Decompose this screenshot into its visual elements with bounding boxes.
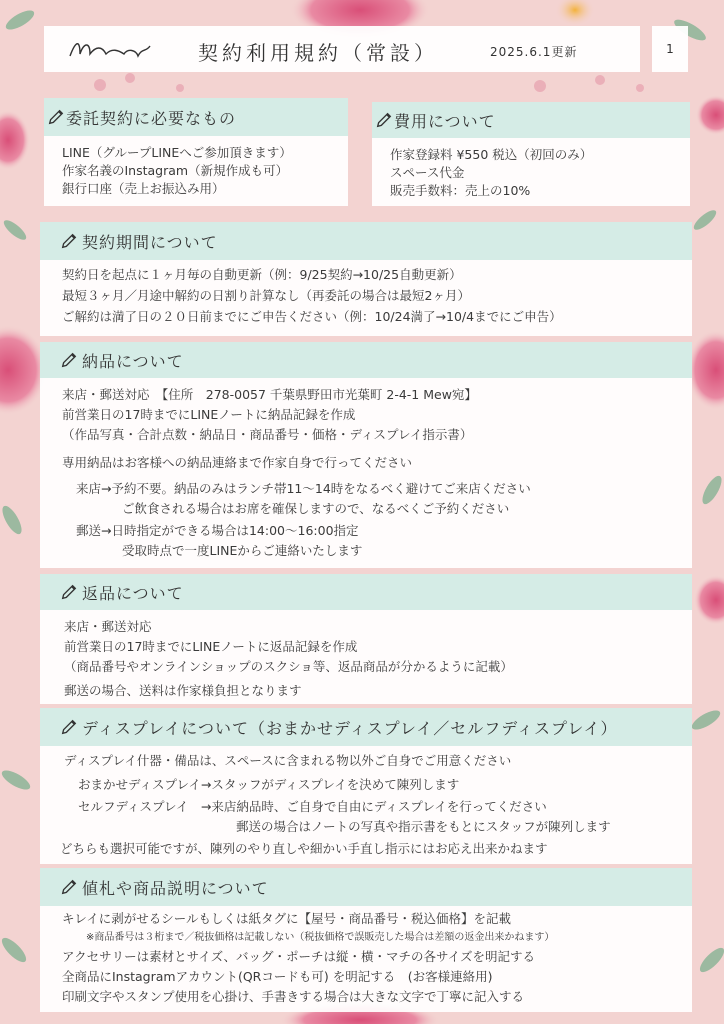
update-date: 2025.6.1更新 [490,45,578,59]
page-title: 契約利用規約（常設） [198,41,438,65]
section-delivery [40,342,692,568]
text-line: 郵送の場合、送料は作家様負担となります [64,683,302,698]
section-header [372,102,690,138]
text-line: 作家登録料 ¥550 税込（初回のみ） [390,147,593,162]
section-returns [40,574,692,704]
text-line: 郵送の場合はノートの写真や指示書をもとにスタッフが陳列します [236,819,611,834]
section-header [40,708,692,746]
text-line: 販売手数料：売上の10% [390,183,531,198]
text-line: 受取時点で一度LINEからご連絡いたします [122,543,363,558]
text-line: 最短３ヶ月／月途中解約の日割り計算なし（再委託の場合は最短2ヶ月） [62,288,470,303]
text-line: 全商品にInstagramアカウント(QRコードも可) を明記する (お客様連絡用) [62,969,493,984]
text-line: ディスプレイ什器・備品は、スペースに含まれる物以外ご自身でご用意ください [64,753,512,768]
section-title: 契約期間について [82,232,218,252]
text-line: 印刷文字やスタンプ使用を心掛け、手書きする場合は大きな文字で丁寧に記入する [62,989,525,1004]
text-line: ご解約は満了日の２０日前までにご申告ください（例：10/24満了→10/4までにご申告） [62,309,562,324]
section-title: 返品について [82,583,184,603]
section-period [40,222,692,336]
text-line: アクセサリーは素材とサイズ、バッグ・ポーチは縦・横・マチの各サイズを明記する [62,949,536,964]
section-header [40,222,692,260]
page-number: 1 [652,26,688,72]
pencil-icon [60,351,78,369]
text-line: セルフディスプレイ →来店納品時、ご自身で自由にディスプレイを行ってください [78,799,547,814]
text-line: スペース代金 [390,165,465,180]
text-line: 専用納品はお客様への納品連絡まで作家自身で行ってください [62,455,413,470]
text-line: どちらも選択可能ですが、陳列のやり直しや細かい手直し指示にはお応え出来かねます [60,841,548,856]
text-line: おまかせディスプレイ→スタッフがディスプレイを決めて陳列します [78,777,460,792]
section-tags [40,868,692,1012]
section-title: 納品について [82,351,184,371]
mew-logo [66,34,156,64]
section-header [40,574,692,610]
section-title: 費用について [394,111,496,131]
pencil-icon [60,583,78,601]
title-bar [44,26,640,72]
section-consign [44,98,348,206]
section-header [40,868,692,906]
section-title: 委託契約に必要なもの [66,108,237,128]
text-line: 来店→予約不要。納品のみはランチ帯11〜14時をなるべく避けてご来店ください [76,481,531,496]
text-line: 来店・郵送対応 【住所 278-0057 千葉県野田市光葉町 2-4-1 Mew宛】 [62,387,477,402]
pencil-icon [60,878,78,896]
text-line: （作品写真・合計点数・納品日・商品番号・価格・ディスプレイ指示書） [62,427,473,442]
text-line: LINE（グループLINEへご参加頂きます） [62,145,292,160]
pencil-icon [47,108,65,126]
pencil-icon [60,232,78,250]
text-line: 前営業日の17時までにLINEノートに返品記録を作成 [64,639,358,654]
text-line: 作家名義のInstagram（新規作成も可） [62,163,289,178]
text-line: キレイに剥がせるシールもしくは紙タグに【屋号・商品番号・税込価格】を記載 [62,911,512,926]
section-header [40,342,692,378]
text-line: （商品番号やオンラインショップのスクショ等、返品商品が分かるように記載） [64,659,513,674]
text-line: 契約日を起点に１ヶ月毎の自動更新（例：9/25契約→10/25自動更新） [62,267,462,282]
section-title: ディスプレイについて（おまかせディスプレイ／セルフディスプレイ） [82,718,618,738]
pencil-icon [60,718,78,736]
text-line: 郵送→日時指定ができる場合は14:00〜16:00指定 [76,523,359,538]
text-line: 銀行口座（売上お振込み用） [62,181,225,196]
section-display [40,708,692,864]
text-line: ご飲食される場合はお席を確保しますので、なるべくご予約ください [122,501,510,516]
pencil-icon [375,111,393,129]
section-header [44,98,348,136]
text-line-note: ※商品番号は３桁まで／税抜価格は記載しない（税抜価格で誤販売した場合は差額の返金出来かねます） [86,932,555,943]
text-line: 来店・郵送対応 [64,619,152,634]
section-title: 値札や商品説明について [82,878,269,898]
text-line: 前営業日の17時までにLINEノートに納品記録を作成 [62,407,356,422]
section-fee [372,102,690,206]
